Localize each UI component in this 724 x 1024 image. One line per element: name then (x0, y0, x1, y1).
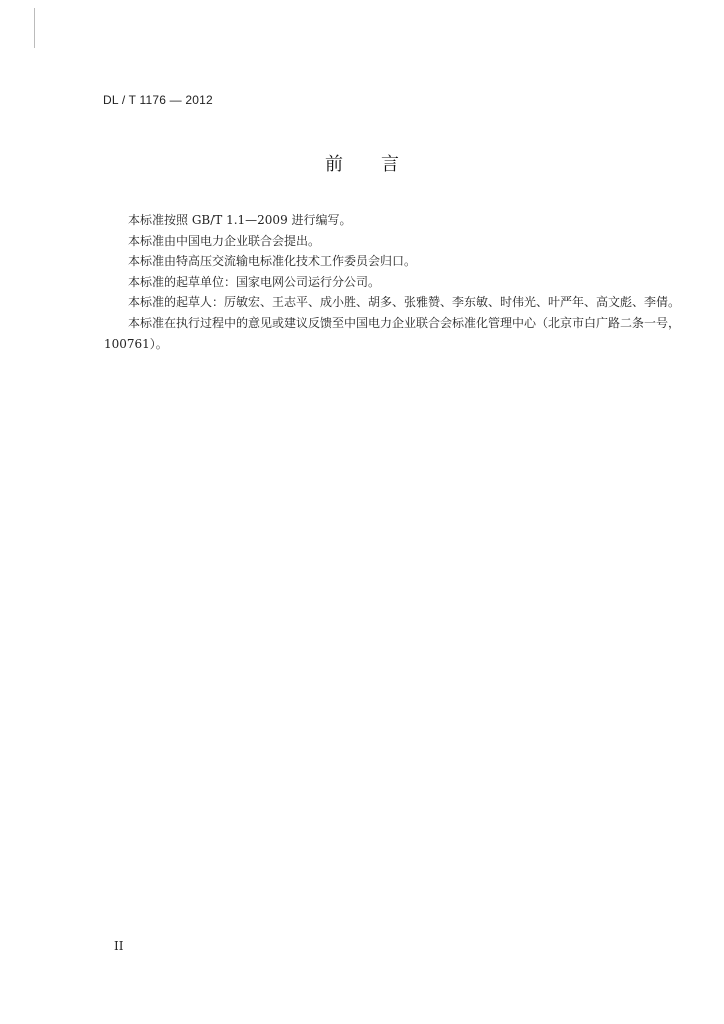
paragraph-drafting-unit: 本标准的起草单位：国家电网公司运行分公司。 (128, 274, 381, 289)
paragraph-format: 本标准按照 GB/T 1.1—2009 进行编写。 (128, 213, 352, 227)
scan-artifact (34, 8, 35, 48)
page-title: 前言 (325, 154, 437, 175)
paragraph-centralized: 本标准由特高压交流输电标准化技术工作委员会归口。 (128, 254, 417, 269)
page-number: II (114, 939, 124, 953)
paragraph-proposer: 本标准由中国电力企业联合会提出。 (128, 233, 321, 248)
preface-body (104, 210, 684, 354)
paragraph-drafters: 本标准的起草人：厉敏宏、王志平、成小胜、胡多、张雅赞、李东敏、时伟光、叶严年、高文彪、李倩。 (128, 295, 681, 310)
paragraph-feedback: 本标准在执行过程中的意见或建议反馈至中国电力企业联合会标准化管理中心（北京市白广路二条一号，100761）。 (104, 315, 681, 351)
standard-code: DL / T 1176 — 2012 (103, 93, 213, 107)
